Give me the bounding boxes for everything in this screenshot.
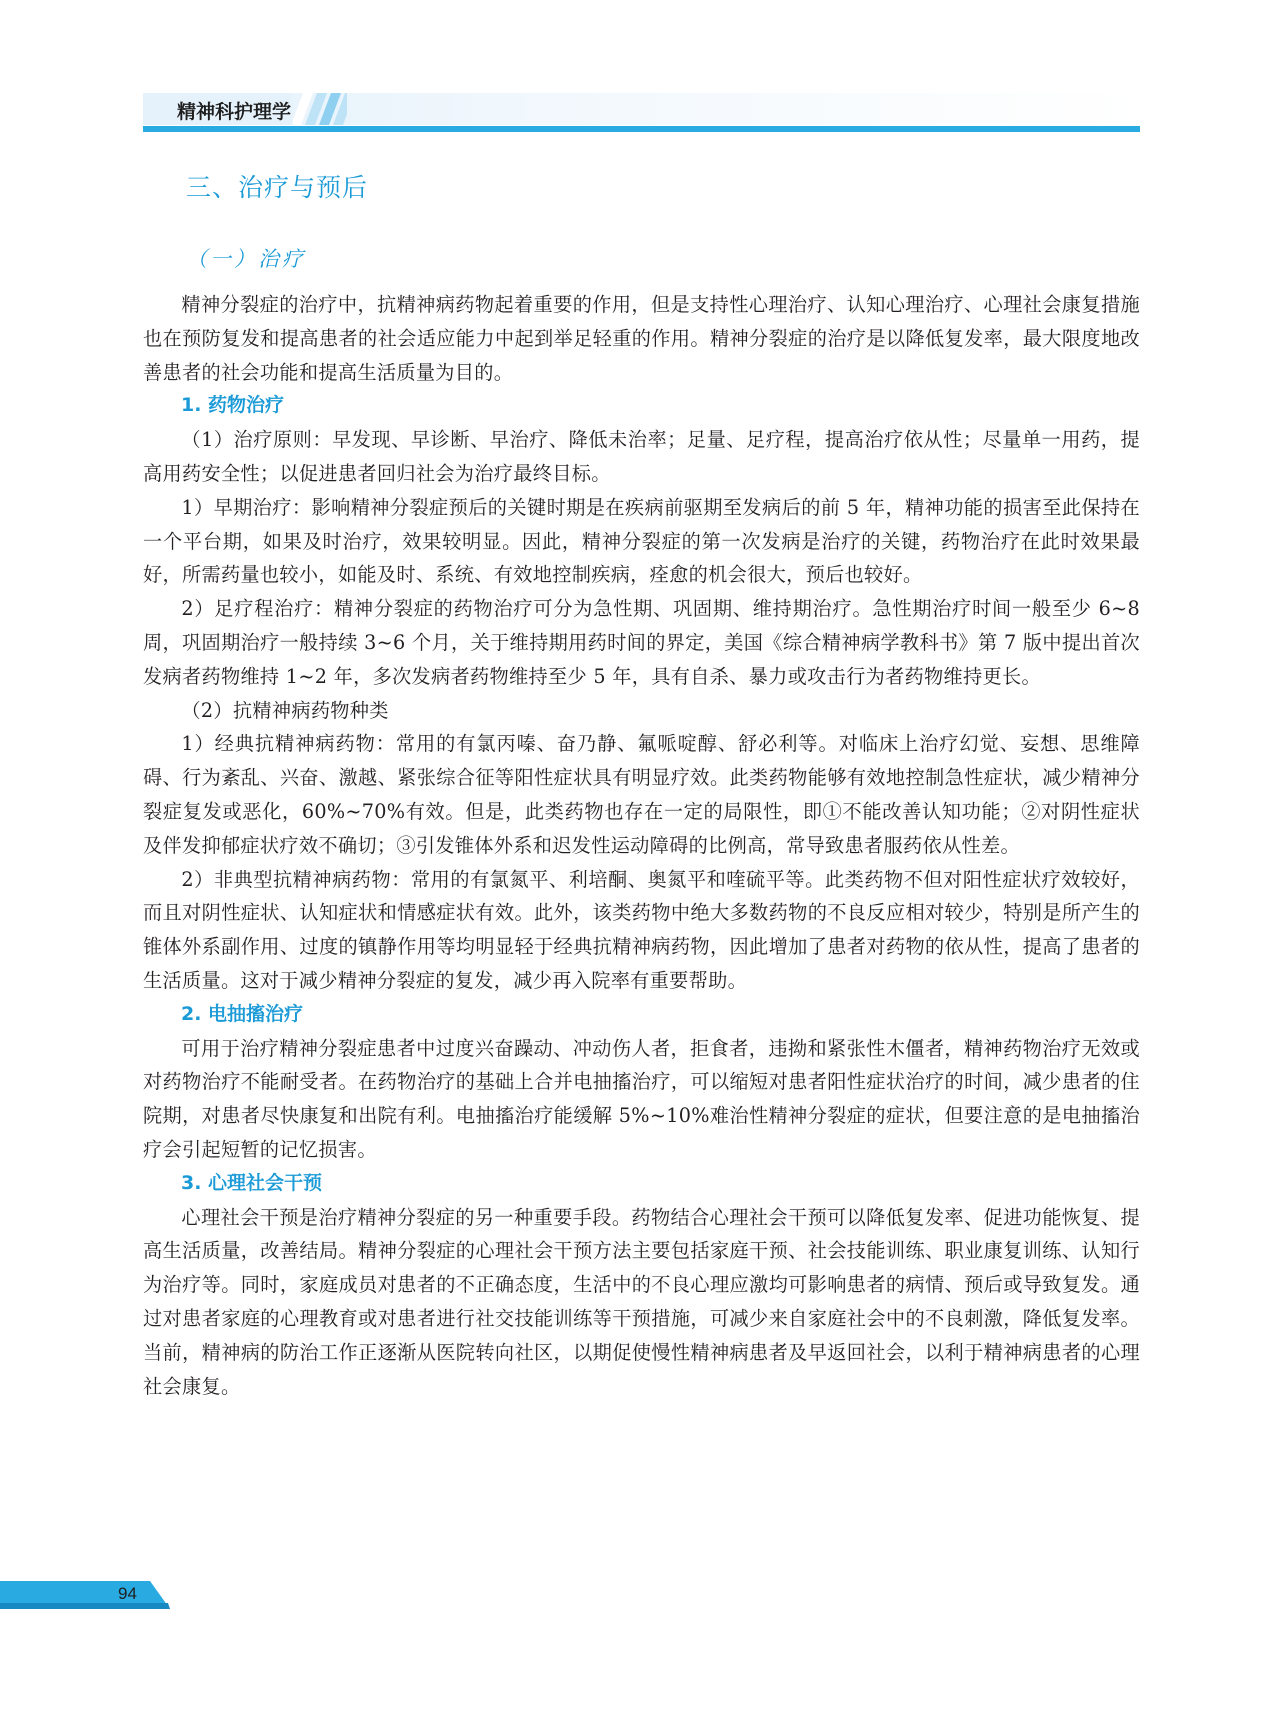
item-heading-ect: 2. 电抽搐治疗	[181, 1002, 304, 1025]
paragraph: 2）足疗程治疗：精神分裂症的药物治疗可分为急性期、巩固期、维持期治疗。急性期治疗时间一般至少 6~8 周，巩固期治疗一般持续 3~6 个月，关于维持期用药时间的界定，美国《综合精神病学教科书》第 7 版中提出首次发病者药物维持 1~2 年，多次发病者药物维持至少 5 年，具有自杀、暴力或攻击行为者药物维持更长。	[143, 597, 1140, 688]
paragraph: 可用于治疗精神分裂症患者中过度兴奋躁动、冲动伤人者，拒食者，违拗和紧张性木僵者，精神药物治疗无效或对药物治疗不能耐受者。在药物治疗的基础上合并电抽搐治疗，可以缩短对患者阳性症状治疗的时间，减少患者的住院期，对患者尽快康复和出院有利。电抽搐治疗能缓解 5%~10%难治性精神分裂症的症状，但要注意的是电抽搐治疗会引起短暂的记忆损害。	[143, 1036, 1140, 1161]
item-heading-drug-therapy: 1. 药物治疗	[181, 394, 285, 417]
item-heading-psychosocial: 3. 心理社会干预	[181, 1171, 323, 1194]
running-header-title: 精神科护理学	[177, 101, 292, 123]
header-rule	[143, 126, 1140, 132]
page-footer	[0, 1581, 170, 1609]
page-number-tab	[0, 1581, 170, 1609]
paragraph: （2）抗精神病药物种类	[181, 698, 389, 722]
section-title: 三、治疗与预后	[186, 173, 369, 202]
subsection-title: （一）治疗	[186, 247, 306, 271]
header-stripes-decoration	[293, 93, 347, 125]
page-number: 94	[118, 1584, 137, 1603]
header-title-box	[143, 93, 291, 125]
paragraph: （1）治疗原则：早发现、早诊断、早治疗、降低未治率；足量、足疗程，提高治疗依从性；尽量单一用药，提高用药安全性；以促进患者回归社会为治疗最终目标。	[143, 428, 1140, 485]
running-header	[143, 93, 1140, 134]
paragraph: 心理社会干预是治疗精神分裂症的另一种重要手段。药物结合心理社会干预可以降低复发率、促进功能恢复、提高生活质量，改善结局。精神分裂症的心理社会干预方法主要包括家庭干预、社会技能训练、职业康复训练、认知行为治疗等。同时，家庭成员对患者的不正确态度，生活中的不良心理应激均可影响患者的病情、预后或导致复发。通过对患者家庭的心理教育或对患者进行社交技能训练等干预措施，可减少来自家庭社会中的不良刺激，降低复发率。当前，精神病的防治工作正逐渐从医院转向社区，以期促使慢性精神病患者及早返回社会，以利于精神病患者的心理社会康复。	[143, 1205, 1140, 1398]
paragraph: 1）经典抗精神病药物：常用的有氯丙嗪、奋乃静、氟哌啶醇、舒必利等。对临床上治疗幻觉、妄想、思维障碍、行为紊乱、兴奋、激越、紧张综合征等阳性症状具有明显疗效。此类药物能够有效地控制急性症状，减少精神分裂症复发或恶化，60%~70%有效。但是，此类药物也存在一定的局限性，即①不能改善认知功能；②对阴性症状及伴发抑郁症状疗效不确切；③引发锥体外系和迟发性运动障碍的比例高，常导致患者服药依从性差。	[143, 732, 1140, 857]
body-content	[143, 288, 1140, 1403]
paragraph: 2）非典型抗精神病药物：常用的有氯氮平、利培酮、奥氮平和喹硫平等。此类药物不但对阳性症状疗效较好，而且对阴性症状、认知症状和情感症状有效。此外，该类药物中绝大多数药物的不良反应相对较少，特别是所产生的锥体外系副作用、过度的镇静作用等均明显轻于经典抗精神病药物，因此增加了患者对药物的依从性，提高了患者的生活质量。这对于减少精神分裂症的复发，减少再入院率有重要帮助。	[143, 867, 1140, 992]
paragraph: 1）早期治疗：影响精神分裂症预后的关键时期是在疾病前驱期至发病后的前 5 年，精神功能的损害至此保持在一个平台期，如果及时治疗，效果较明显。因此，精神分裂症的第一次发病是治疗的关键，药物治疗在此时效果最好，所需药量也较小，如能及时、系统、有效地控制疾病，痊愈的机会很大，预后也较好。	[143, 495, 1140, 587]
paragraph: 精神分裂症的治疗中，抗精神病药物起着重要的作用，但是支持性心理治疗、认知心理治疗、心理社会康复措施也在预防复发和提高患者的社会适应能力中起到举足轻重的作用。精神分裂症的治疗是以降低复发率，最大限度地改善患者的社会功能和提高生活质量为目的。	[143, 293, 1140, 384]
